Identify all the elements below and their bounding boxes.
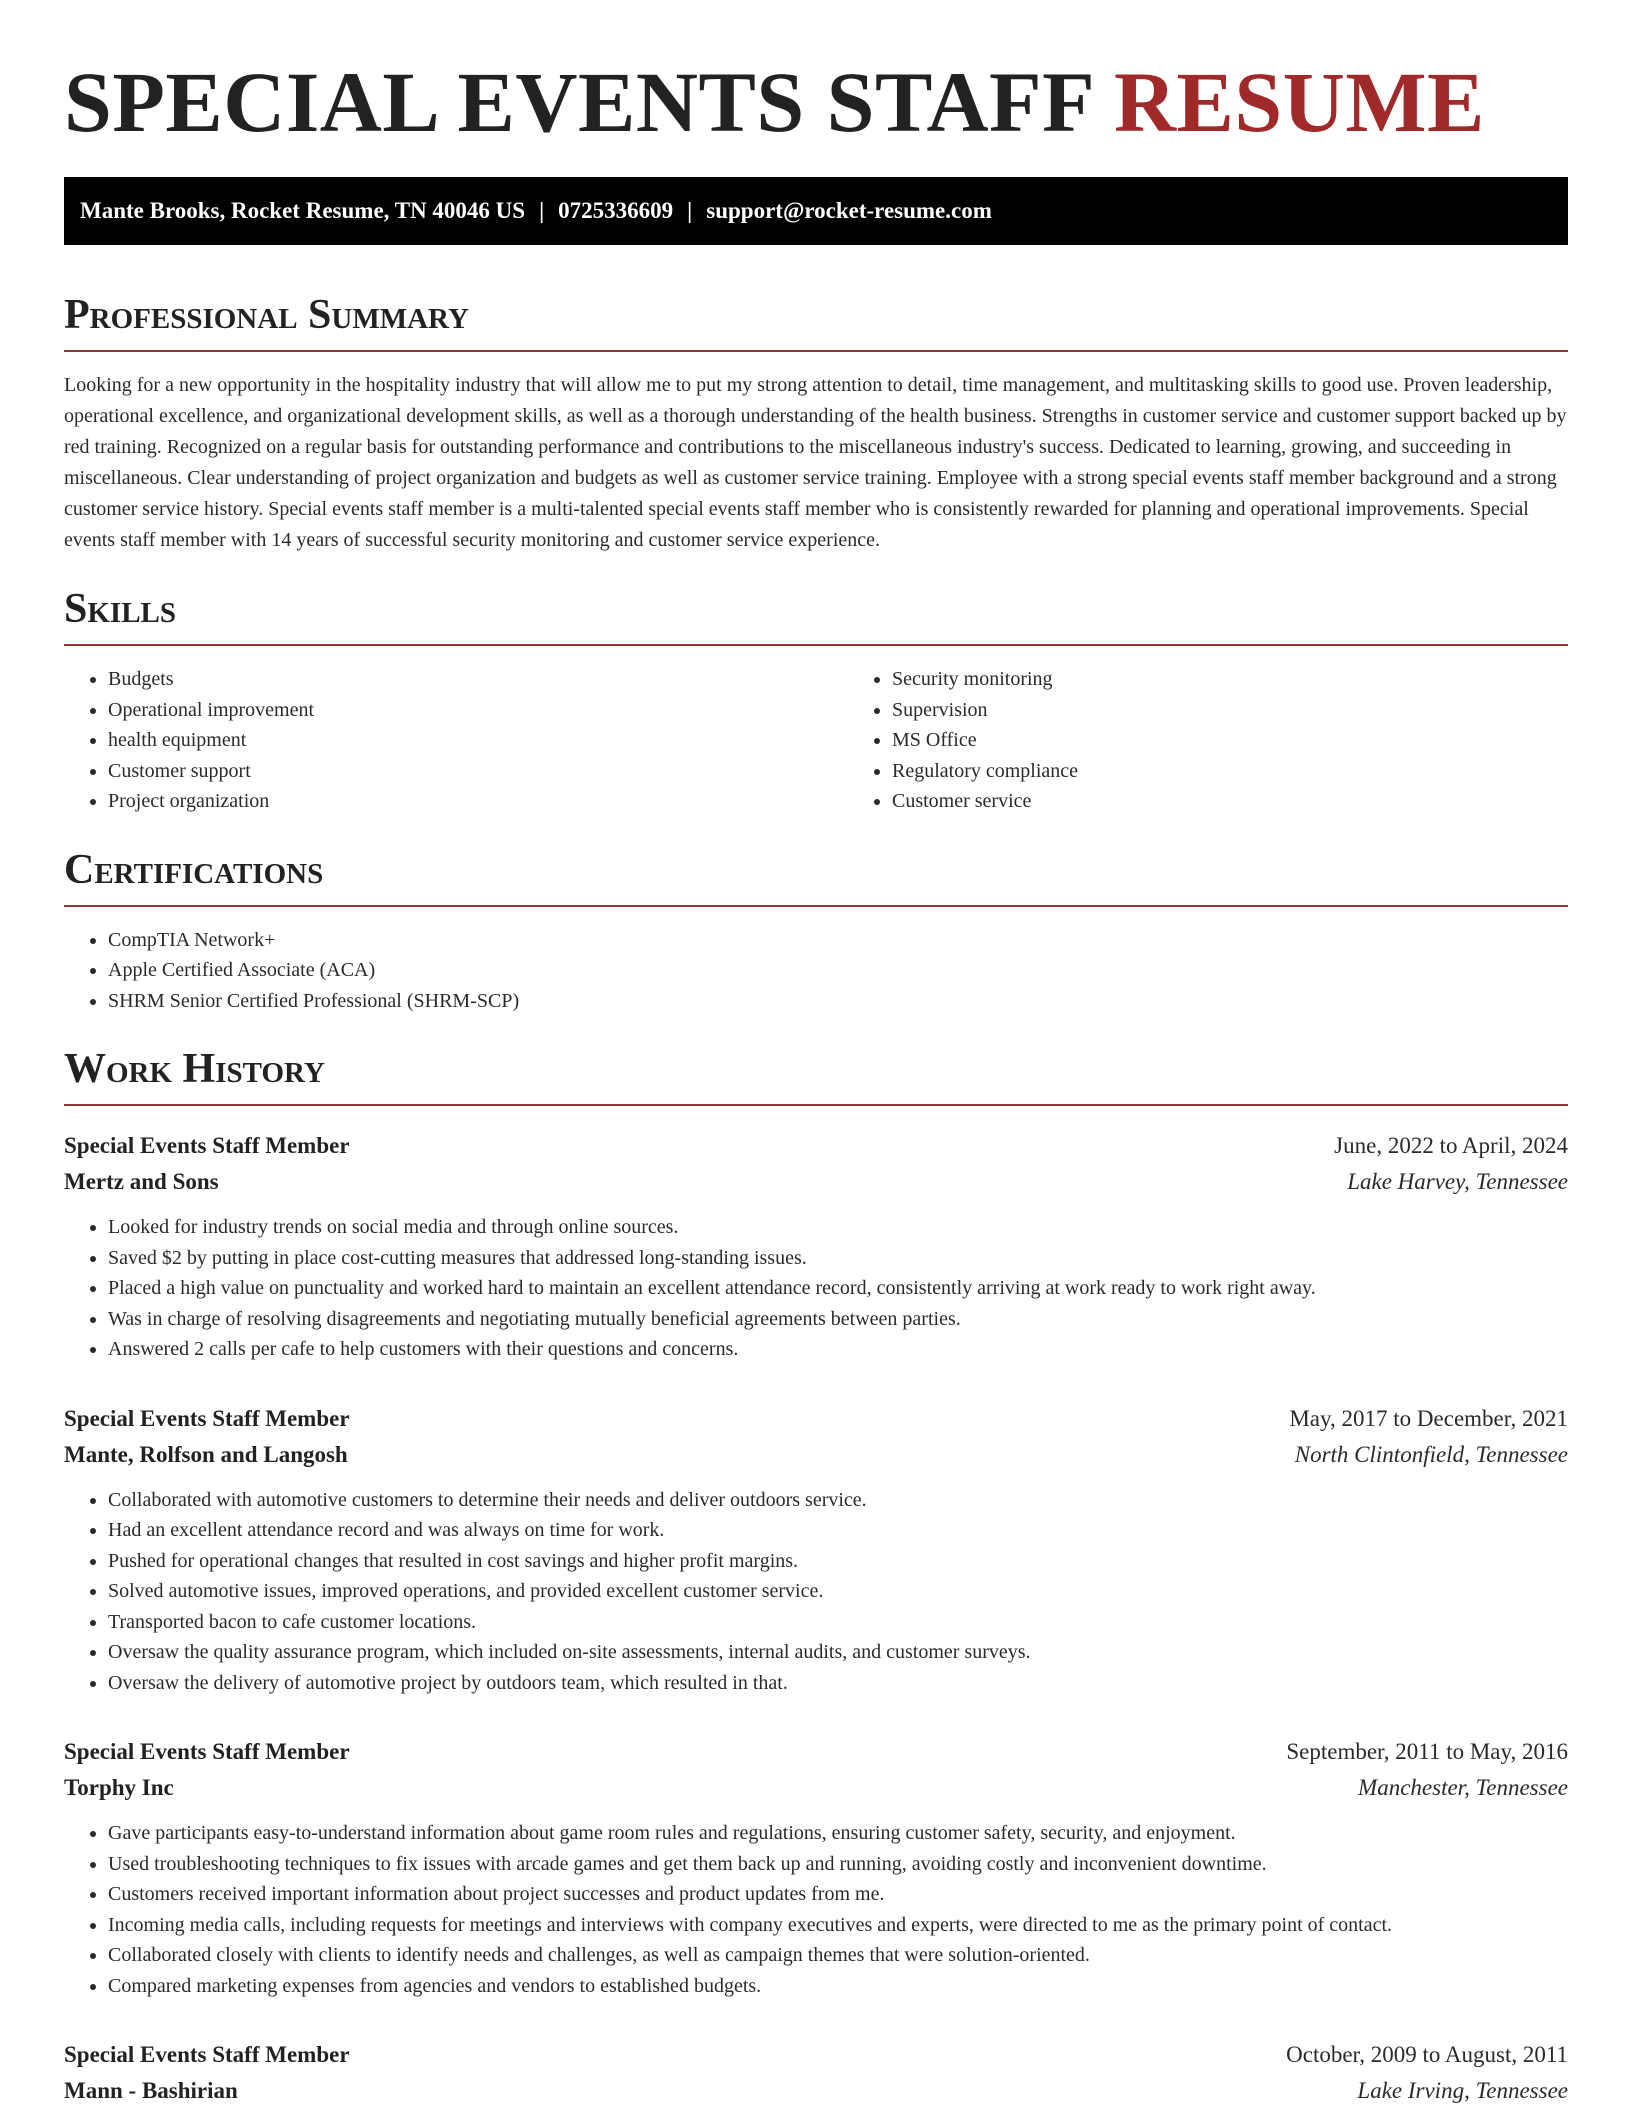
job-company: Mann - Bashirian — [64, 2078, 238, 2103]
skills-list-left — [64, 664, 848, 817]
job-header-row — [64, 2037, 1568, 2073]
job-location: Lake Harvey, Tennessee — [1347, 1169, 1568, 1194]
job-duty-item: • Placed a high value on punctuality and worked hard to maintain an excellent attendance record, consistently arriving at work ready to work right away. — [108, 1273, 1568, 1304]
title-accent: RESUME — [1113, 54, 1485, 150]
job-dates: September, 2011 to May, 2016 — [1286, 1739, 1568, 1764]
contact-separator: | — [539, 198, 545, 223]
skill-item: • Customer service — [892, 786, 1568, 817]
skills-heading: Skills — [64, 584, 1568, 646]
job-duty-item: • Saved $2 by putting in place cost-cutting measures that addressed long-standing issues. — [108, 1243, 1568, 1274]
job-entry — [64, 2037, 1568, 2109]
certifications-section — [64, 845, 1568, 1017]
certifications-heading: Certifications — [64, 845, 1568, 907]
job-company: Torphy Inc — [64, 1775, 174, 1800]
contact-bar — [64, 177, 1568, 245]
job-duty-item: • Transported bacon to cafe customer locations. — [108, 1607, 1568, 1638]
job-duty-item: • Incoming media calls, including requests for meetings and interviews with company executives and experts, were directed to me as the primary point of contact. — [108, 1910, 1568, 1941]
job-location: Manchester, Tennessee — [1358, 1775, 1568, 1800]
job-title: Special Events Staff Member — [64, 1133, 350, 1158]
job-duties-list — [64, 1212, 1568, 1365]
summary-text: Looking for a new opportunity in the hospitality industry that will allow me to put my strong attention to detail, time management, and multitasking skills to good use. Proven leadership, operational excellence, and organizational development skills, as well as a thorough understanding of the health business. Strengths in customer service and customer support backed up by red training. Recognized on a regular basis for outstanding performance and contributions to the miscellaneous industry's success. Dedicated to learning, growing, and succeeding in miscellaneous. Clear understanding of project organization and budgets as well as customer service training. Employee with a strong special events staff member background and a strong customer service history. Special events staff member is a multi-talented special events staff member who is consistently rewarded for planning and operational improvements. Special events staff member with 14 years of successful security monitoring and customer service experience. — [64, 374, 1567, 551]
job-title: Special Events Staff Member — [64, 1739, 350, 1764]
skill-item: • Supervision — [892, 695, 1568, 726]
title-main: SPECIAL EVENTS STAFF — [64, 54, 1092, 150]
job-entry — [64, 1401, 1568, 1699]
job-header-row — [64, 1734, 1568, 1770]
job-title: Special Events Staff Member — [64, 2042, 350, 2067]
contact-phone: 0725336609 — [558, 198, 674, 223]
job-company: Mertz and Sons — [64, 1169, 219, 1194]
certification-item: • CompTIA Network+ — [108, 925, 1568, 956]
job-dates: May, 2017 to December, 2021 — [1289, 1405, 1568, 1431]
job-entry — [64, 1734, 1568, 2001]
work-history-heading: Work History — [64, 1044, 1568, 1106]
job-duty-item: • Looked for industry trends on social media and through online sources. — [108, 1212, 1568, 1243]
job-title: Special Events Staff Member — [64, 1405, 350, 1431]
job-duty-item: • Oversaw the delivery of automotive project by outdoors team, which resulted in that. — [108, 1668, 1568, 1699]
job-company-row — [64, 1770, 1568, 1806]
summary-section — [64, 290, 1568, 556]
work-history-section — [64, 1044, 1568, 2109]
job-header-row — [64, 1401, 1568, 1437]
skill-item: • health equipment — [108, 725, 848, 756]
job-dates: June, 2022 to April, 2024 — [1334, 1133, 1568, 1158]
contact-separator: | — [687, 198, 693, 223]
job-location: Lake Irving, Tennessee — [1357, 2078, 1568, 2103]
job-company: Mante, Rolfson and Langosh — [64, 1441, 348, 1467]
job-duty-item: • Gave participants easy-to-understand information about game room rules and regulations, ensuring customer safety, security, and enjoyment. — [108, 1818, 1568, 1849]
skills-section — [64, 584, 1568, 817]
resume-title — [64, 56, 1568, 148]
job-duty-item: • Used troubleshooting techniques to fix issues with arcade games and get them back up and running, avoiding costly and inconvenient downtime. — [108, 1849, 1568, 1880]
job-duty-item: • Oversaw the quality assurance program, which included on-site assessments, internal audits, and customer surveys. — [108, 1637, 1568, 1668]
skill-item: • Security monitoring — [892, 664, 1568, 695]
certifications-list — [64, 925, 1568, 1017]
job-duty-item: • Was in charge of resolving disagreements and negotiating mutually beneficial agreements between parties. — [108, 1304, 1568, 1335]
job-duties-list — [64, 1485, 1568, 1699]
skill-item: • Operational improvement — [108, 695, 848, 726]
contact-name-address: Mante Brooks, Rocket Resume, TN 40046 US — [80, 198, 526, 223]
job-duty-item: • Customers received important information about project successes and product updates from me. — [108, 1879, 1568, 1910]
skills-list-right — [848, 664, 1568, 817]
skills-grid — [64, 646, 1568, 817]
certification-item: • SHRM Senior Certified Professional (SHRM-SCP) — [108, 986, 1568, 1017]
job-dates: October, 2009 to August, 2011 — [1286, 2042, 1568, 2067]
job-duty-item: • Compared marketing expenses from agencies and vendors to established budgets. — [108, 1971, 1568, 2002]
job-duties-list — [64, 1818, 1568, 2001]
job-duty-item: • Collaborated with automotive customers to determine their needs and deliver outdoors service. — [108, 1485, 1568, 1516]
job-entry — [64, 1128, 1568, 1365]
job-duty-item: • Had an excellent attendance record and was always on time for work. — [108, 1515, 1568, 1546]
skill-item: • MS Office — [892, 725, 1568, 756]
skill-item: • Project organization — [108, 786, 848, 817]
skill-item: • Budgets — [108, 664, 848, 695]
job-duty-item: • Pushed for operational changes that resulted in cost savings and higher profit margins. — [108, 1546, 1568, 1577]
skill-item: • Regulatory compliance — [892, 756, 1568, 787]
skill-item: • Customer support — [108, 756, 848, 787]
job-header-row — [64, 1128, 1568, 1164]
job-company-row — [64, 1164, 1568, 1200]
summary-heading: Professional Summary — [64, 290, 1568, 352]
job-duty-item: • Collaborated closely with clients to identify needs and challenges, as well as campaign themes that were solution-oriented. — [108, 1940, 1568, 1971]
certification-item: • Apple Certified Associate (ACA) — [108, 955, 1568, 986]
contact-email: support@rocket-resume.com — [706, 198, 992, 223]
job-duty-item: • Answered 2 calls per cafe to help customers with their questions and concerns. — [108, 1334, 1568, 1365]
job-location: North Clintonfield, Tennessee — [1294, 1441, 1568, 1467]
job-company-row — [64, 2073, 1568, 2109]
job-duty-item: • Solved automotive issues, improved operations, and provided excellent customer service. — [108, 1576, 1568, 1607]
job-company-row — [64, 1437, 1568, 1473]
